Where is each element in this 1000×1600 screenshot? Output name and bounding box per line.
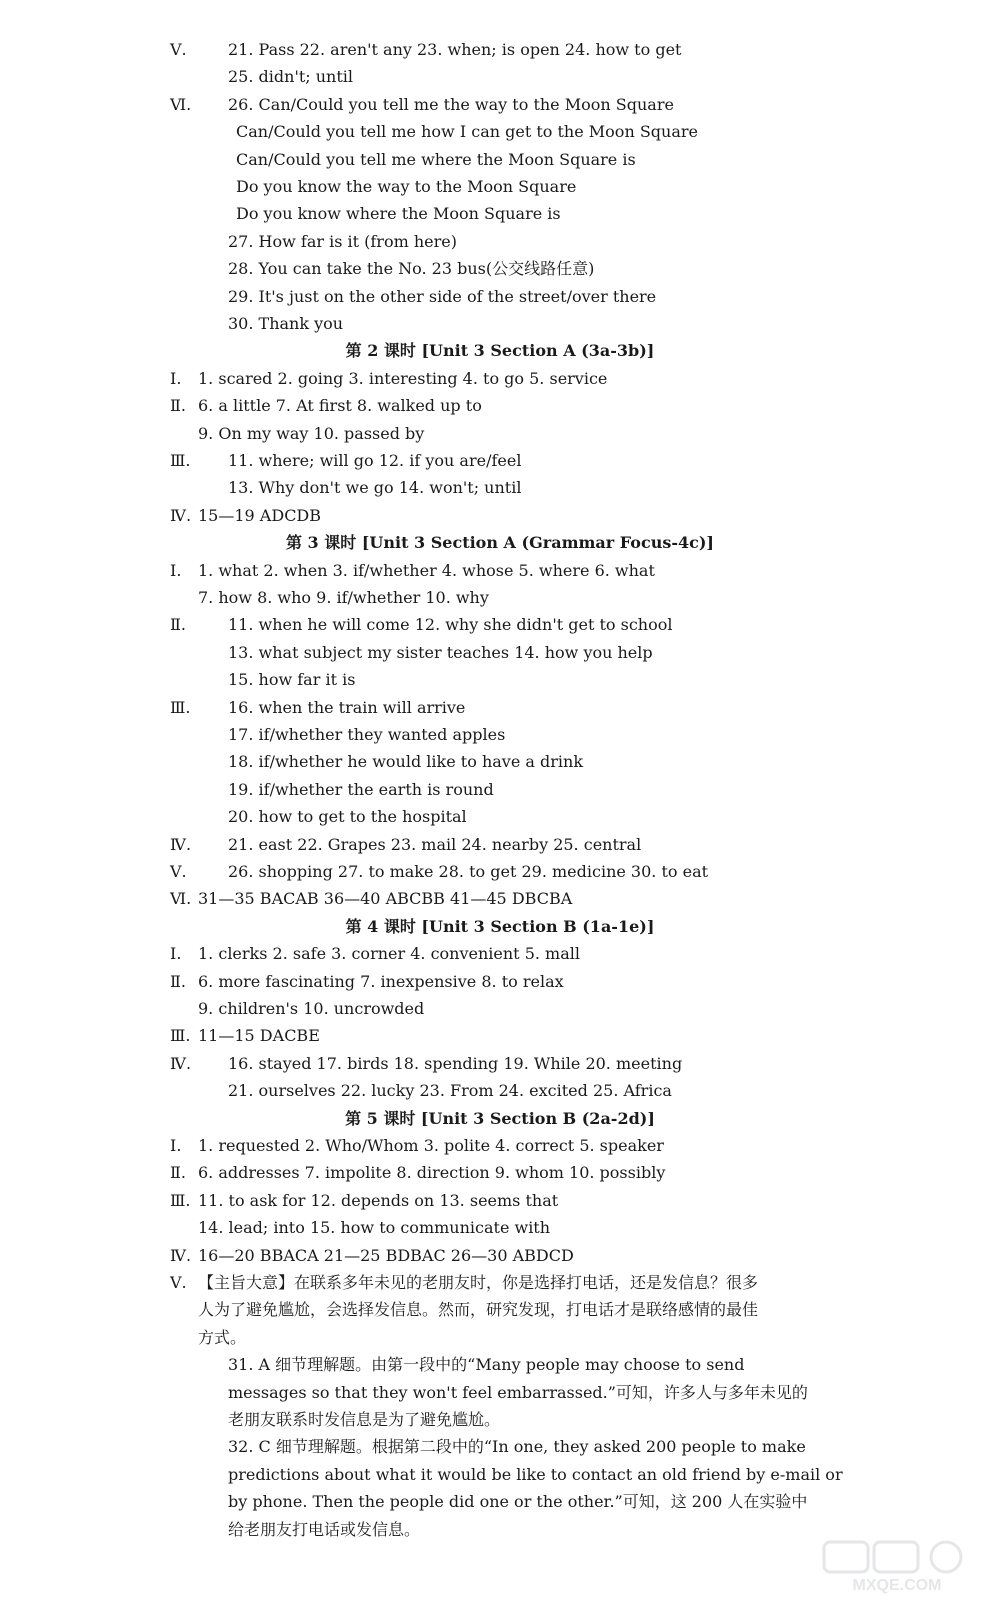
roman-numeral-marker: Ⅰ. <box>170 369 182 388</box>
answer-line: Can/Could you tell me where the Moon Square is <box>236 150 636 169</box>
roman-numeral-marker: Ⅵ. <box>170 95 192 114</box>
answer-line: predictions about what it would be like to contact an old friend by e-mail or <box>228 1465 843 1484</box>
roman-numeral-marker: Ⅴ. <box>170 1273 187 1292</box>
roman-numeral-marker: Ⅳ. <box>170 506 192 525</box>
answer-line: 1. clerks 2. safe 3. corner 4. convenient 5. mall <box>198 944 580 963</box>
answer-line: 11. when he will come 12. why she didn't get to school <box>228 615 673 634</box>
answer-line: 27. How far is it (from here) <box>228 232 457 251</box>
roman-numeral-marker: Ⅳ. <box>170 1054 192 1073</box>
roman-numeral-marker: Ⅰ. <box>170 1136 182 1155</box>
answer-line: 26. Can/Could you tell me the way to the Moon Square <box>228 95 674 114</box>
answer-line: 26. shopping 27. to make 28. to get 29. medicine 30. to eat <box>228 862 709 881</box>
answer-line: 11—15 DACBE <box>198 1026 320 1045</box>
answer-line: 30. Thank you <box>228 314 344 333</box>
answer-line: 11. where; will go 12. if you are/feel <box>228 451 522 470</box>
answer-line: 16. stayed 17. birds 18. spending 19. While 20. meeting <box>228 1054 683 1073</box>
answer-line: 29. It's just on the other side of the street/over there <box>228 287 657 306</box>
roman-numeral-marker: Ⅴ. <box>170 862 187 881</box>
answer-line: 21. ourselves 22. lucky 23. From 24. excited 25. Africa <box>228 1081 672 1100</box>
watermark-text: MXQE.COM <box>852 1577 942 1594</box>
roman-numeral-marker: Ⅳ. <box>170 1246 192 1265</box>
section-heading: 第 4 课时 [Unit 3 Section B (1a-1e)] <box>345 917 655 936</box>
answer-line: 6. more fascinating 7. inexpensive 8. to relax <box>198 972 564 991</box>
roman-numeral-marker: Ⅲ. <box>170 1026 191 1045</box>
roman-numeral-marker: Ⅲ. <box>170 698 191 717</box>
answer-line: 32. C 细节理解题。根据第二段中的“In one, they asked 200 people to make <box>228 1437 806 1456</box>
answer-line: 13. what subject my sister teaches 14. how you help <box>228 643 653 662</box>
answer-line: Do you know the way to the Moon Square <box>236 177 577 196</box>
answer-line: 17. if/whether they wanted apples <box>228 725 506 744</box>
answer-line: 6. addresses 7. impolite 8. direction 9. whom 10. possibly <box>198 1163 666 1182</box>
roman-numeral-marker: Ⅴ. <box>170 40 187 59</box>
answer-line: 18. if/whether he would like to have a drink <box>228 752 584 771</box>
section-heading: 第 5 课时 [Unit 3 Section B (2a-2d)] <box>345 1109 655 1128</box>
section-heading: 第 3 课时 [Unit 3 Section A (Grammar Focus-4c)] <box>285 533 714 552</box>
answer-line: messages so that they won't feel embarrassed.”可知，许多人与多年未见的 <box>228 1383 808 1402</box>
answer-line: 21. Pass 22. aren't any 23. when; is open 24. how to get <box>228 40 682 59</box>
answer-line: 老朋友联系时发信息是为了避免尴尬。 <box>228 1410 501 1429</box>
answer-line: 16—20 BBACA 21—25 BDBAC 26—30 ABDCD <box>198 1246 574 1265</box>
roman-numeral-marker: Ⅱ. <box>170 1163 186 1182</box>
answer-line: 给老朋友打电话或发信息。 <box>228 1520 421 1539</box>
answer-line: 19. if/whether the earth is round <box>228 780 494 799</box>
answer-line: 20. how to get to the hospital <box>228 807 467 826</box>
answer-line: 15—19 ADCDB <box>198 506 322 525</box>
answer-line: 1. requested 2. Who/Whom 3. polite 4. correct 5. speaker <box>198 1136 664 1155</box>
answer-line: 25. didn't; until <box>228 67 354 86</box>
answer-line: 21. east 22. Grapes 23. mail 24. nearby 25. central <box>228 835 642 854</box>
roman-numeral-marker: Ⅱ. <box>170 396 186 415</box>
answer-line: 14. lead; into 15. how to communicate with <box>198 1218 551 1237</box>
answer-line: 28. You can take the No. 23 bus(公交线路任意) <box>228 259 595 278</box>
answer-line: 31—35 BACAB 36—40 ABCBB 41—45 DBCBA <box>198 889 573 908</box>
watermark-logo <box>822 1540 972 1594</box>
answer-line: 方式。 <box>198 1328 247 1347</box>
roman-numeral-marker: Ⅲ. <box>170 1191 191 1210</box>
roman-numeral-marker: Ⅰ. <box>170 944 182 963</box>
roman-numeral-marker: Ⅲ. <box>170 451 191 470</box>
answer-line: 11. to ask for 12. depends on 13. seems that <box>198 1191 559 1210</box>
roman-numeral-marker: Ⅱ. <box>170 615 186 634</box>
answer-line: 7. how 8. who 9. if/whether 10. why <box>198 588 489 607</box>
answer-line: Do you know where the Moon Square is <box>236 204 561 223</box>
answer-line: 31. A 细节理解题。由第一段中的“Many people may choose to send <box>228 1355 745 1374</box>
answer-line: 6. a little 7. At first 8. walked up to <box>198 396 482 415</box>
roman-numeral-marker: Ⅰ. <box>170 561 182 580</box>
answer-line: by phone. Then the people did one or the other.”可知，这 200 人在实验中 <box>228 1492 808 1511</box>
answer-line: 16. when the train will arrive <box>228 698 466 717</box>
answer-line: 1. what 2. when 3. if/whether 4. whose 5. where 6. what <box>198 561 655 580</box>
answer-line: 13. Why don't we go 14. won't; until <box>228 478 522 497</box>
answer-line: 9. On my way 10. passed by <box>198 424 425 443</box>
answer-line: Can/Could you tell me how I can get to the Moon Square <box>236 122 698 141</box>
roman-numeral-marker: Ⅵ. <box>170 889 192 908</box>
answer-line: 9. children's 10. uncrowded <box>198 999 425 1018</box>
answer-line: 1. scared 2. going 3. interesting 4. to go 5. service <box>198 369 608 388</box>
answer-line: 15. how far it is <box>228 670 356 689</box>
answer-line: 人为了避免尴尬，会选择发信息。然而，研究发现，打电话才是联络感情的最佳 <box>198 1300 759 1319</box>
roman-numeral-marker: Ⅱ. <box>170 972 186 991</box>
section-heading: 第 2 课时 [Unit 3 Section A (3a-3b)] <box>345 341 655 360</box>
roman-numeral-marker: Ⅳ. <box>170 835 192 854</box>
answer-line: 【主旨大意】在联系多年未见的老朋友时，你是选择打电话，还是发信息？很多 <box>198 1273 759 1292</box>
